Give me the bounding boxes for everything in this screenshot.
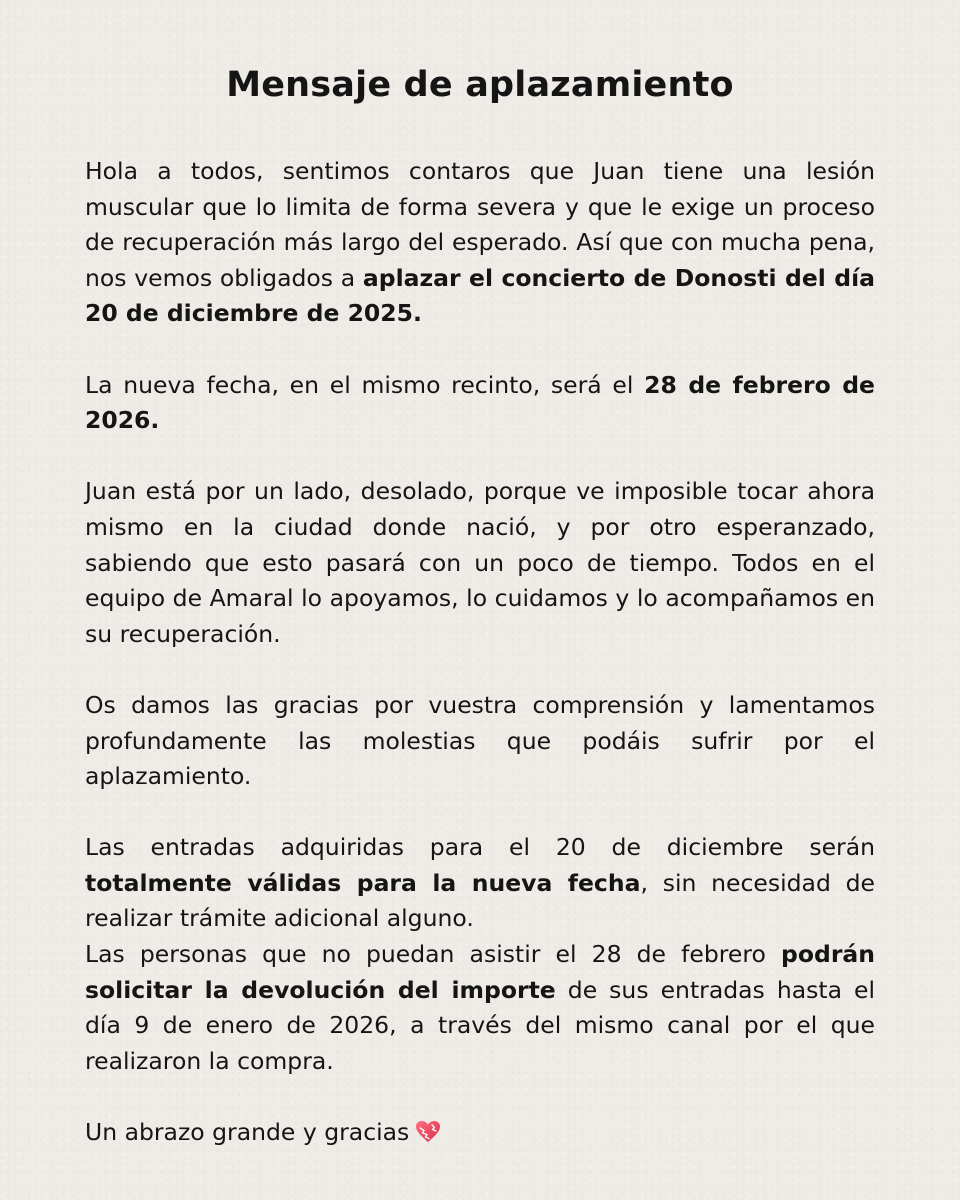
announcement-letter	[85, 62, 875, 1155]
paragraph-text: Hola a todos, sentimos contaros que Juan tiene una lesión muscular que lo limita de forma severa y que le exige un proceso de recuperación más largo del esperado. Así que con mucha pena, nos vemos obligados a	[85, 157, 875, 292]
paragraph-bold-text: aplazar el concierto de Donosti del día 20 de diciembre de 2025.	[85, 263, 875, 328]
paragraph-bold-text: 28 de febrero de 2026.	[85, 370, 875, 435]
paragraph-injury-notice	[85, 154, 875, 332]
page-title: Mensaje de aplazamiento	[226, 65, 734, 105]
paragraph-text: , sin necesidad de realizar trámite adicional alguno.	[85, 868, 875, 933]
heart-icon	[415, 1119, 441, 1155]
paragraph-text: Juan está por un lado, desolado, porque ve imposible tocar ahora mismo en la ciudad donde nació, y por otro esperanzado, sabiendo que esto pasará con un poco de tiempo. Todos en el equipo de Amaral lo apoyamos, lo cuidamos y lo acompañamos en su recuperación.	[85, 477, 875, 648]
paragraph-text: La nueva fecha, en el mismo recinto, será el	[85, 370, 645, 399]
paragraph-refund	[85, 937, 875, 1079]
closing-text: Un abrazo grande y gracias	[85, 1118, 410, 1147]
closing-line	[85, 1115, 875, 1155]
paragraph-text: Las personas que no puedan asistir el 28 de febrero	[85, 940, 782, 969]
paragraph-tickets-valid	[85, 830, 875, 937]
paragraph-text: Os damos las gracias por vuestra comprensión y lamentamos profundamente las molestias que podáis sufrir por el aplazamiento.	[85, 690, 875, 791]
paragraph-apology	[85, 688, 875, 795]
paragraph-bold-text: podrán solicitar la devolución del importe	[85, 940, 875, 1004]
paragraph-bold-text: totalmente válidas para la nueva fecha	[85, 868, 641, 897]
paragraph-team-support	[85, 474, 875, 652]
paragraph-new-date	[85, 368, 875, 439]
paragraph-text: de sus entradas hasta el día 9 de enero de 2026, a través del mismo canal por el que realizaron la compra.	[85, 975, 875, 1075]
paragraph-text: Las entradas adquiridas para el 20 de diciembre serán	[85, 833, 875, 862]
